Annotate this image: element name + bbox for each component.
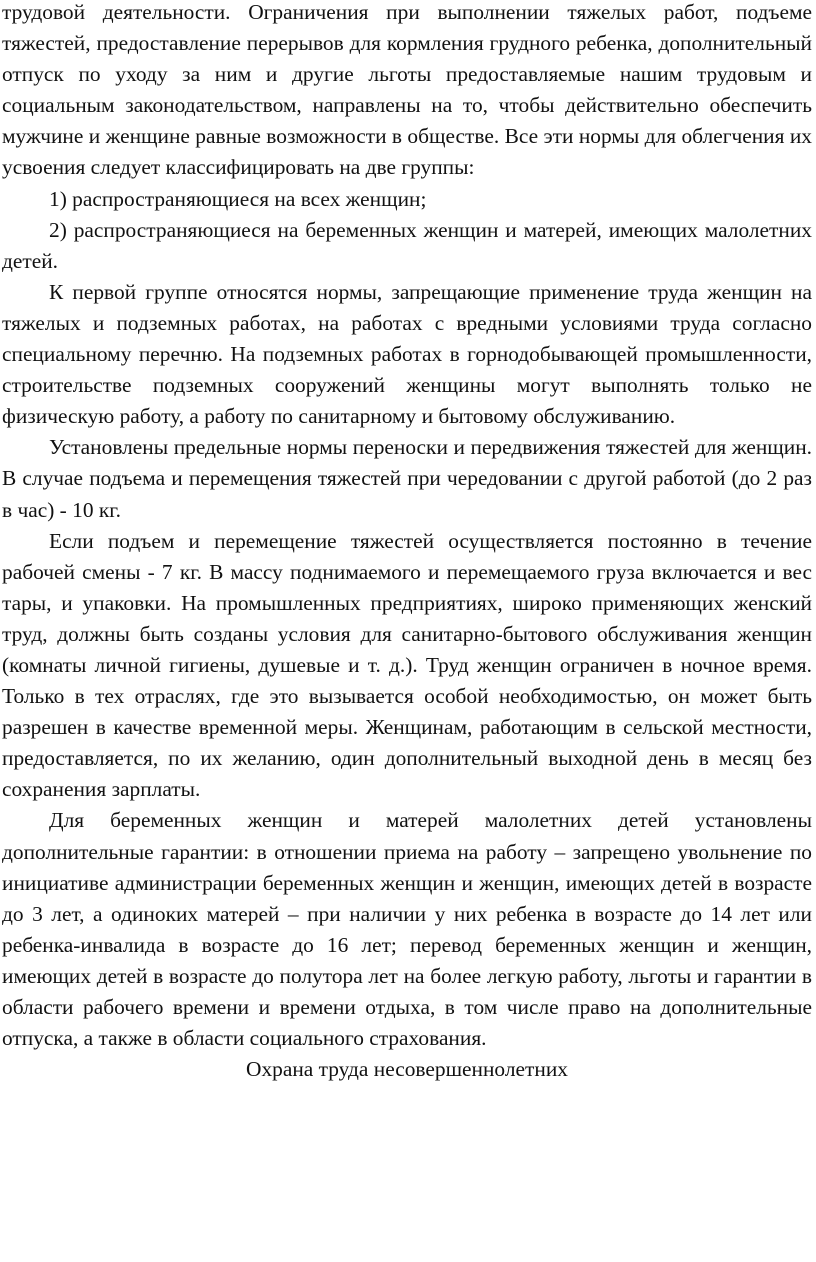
section-heading: Охрана труда несовершеннолетних: [246, 1057, 568, 1082]
paragraph-first-group: К первой группе относятся нормы, запрещающие применение труда женщин на тяжелых и подземных работах, на работах с вредными условиями труда согласно специальному перечню. На подземных работах в горнодобывающей промышленности, строительстве подземных сооружений женщины могут выполнять только не физическую работу, а работу по санитарному и бытовому обслуживанию.: [2, 279, 812, 429]
paragraph-pregnant-guarantees: Для беременных женщин и матерей малолетних детей установлены дополнительные гарантии: в отношении приема на работу – запрещено увольнение по инициативе администрации беременных женщин и женщин, имеющих детей в возрасте до 3 лет, а одиноких матерей – при наличии у них ребенка в возрасте до 14 лет или ребенка-инвалида в возрасте до 16 лет; перевод беременных женщин и женщин, имеющих детей в возрасте до полутора лет на более легкую работу, льготы и гарантии в области рабочего времени и времени отдыха, в том числе право на дополнительные отпуска, а также в области социального страхования.: [2, 808, 812, 1051]
list-item-2: 2) распространяющиеся на беременных женщин и матерей, имеющих малолетних детей.: [2, 217, 812, 273]
paragraph-weight-limits: Установлены предельные нормы переноски и передвижения тяжестей для женщин. В случае подъема и перемещения тяжестей при чередовании с другой работой (до 2 раз в час) - 10 кг.: [2, 435, 812, 522]
list-item-1: 1) распространяющиеся на всех женщин;: [49, 186, 427, 211]
paragraph-constant-lifting: Если подъем и перемещение тяжестей осуществляется постоянно в течение рабочей смены - 7 кг. В массу поднимаемого и перемещаемого груза включается и вес тары, и упаковки. На промышленных предприятиях, широко применяющих женский труд, должны быть созданы условия для санитарно-бытового обслуживания женщин (комнаты личной гигиены, душевые и т. д.). Труд женщин ограничен в ночное время. Только в тех отраслях, где это вызывается особой необходимостью, он может быть разрешен в качестве временной меры. Женщинам, работающим в сельской местности, предоставляется, по их желанию, один дополнительный выходной день в месяц без сохранения зарплаты.: [2, 528, 812, 802]
paragraph-continuation: трудовой деятельности. Ограничения при выполнении тяжелых работ, подъеме тяжестей, предоставление перерывов для кормления грудного ребенка, дополнительный отпуск по уходу за ним и другие льготы предоставляемые нашим трудовым и социальным законодательством, направлены на то, чтобы действительно обеспечить мужчине и женщине равные возможности в обществе. Все эти нормы для облегчения их усвоения следует классифицировать на две группы:: [2, 0, 812, 180]
